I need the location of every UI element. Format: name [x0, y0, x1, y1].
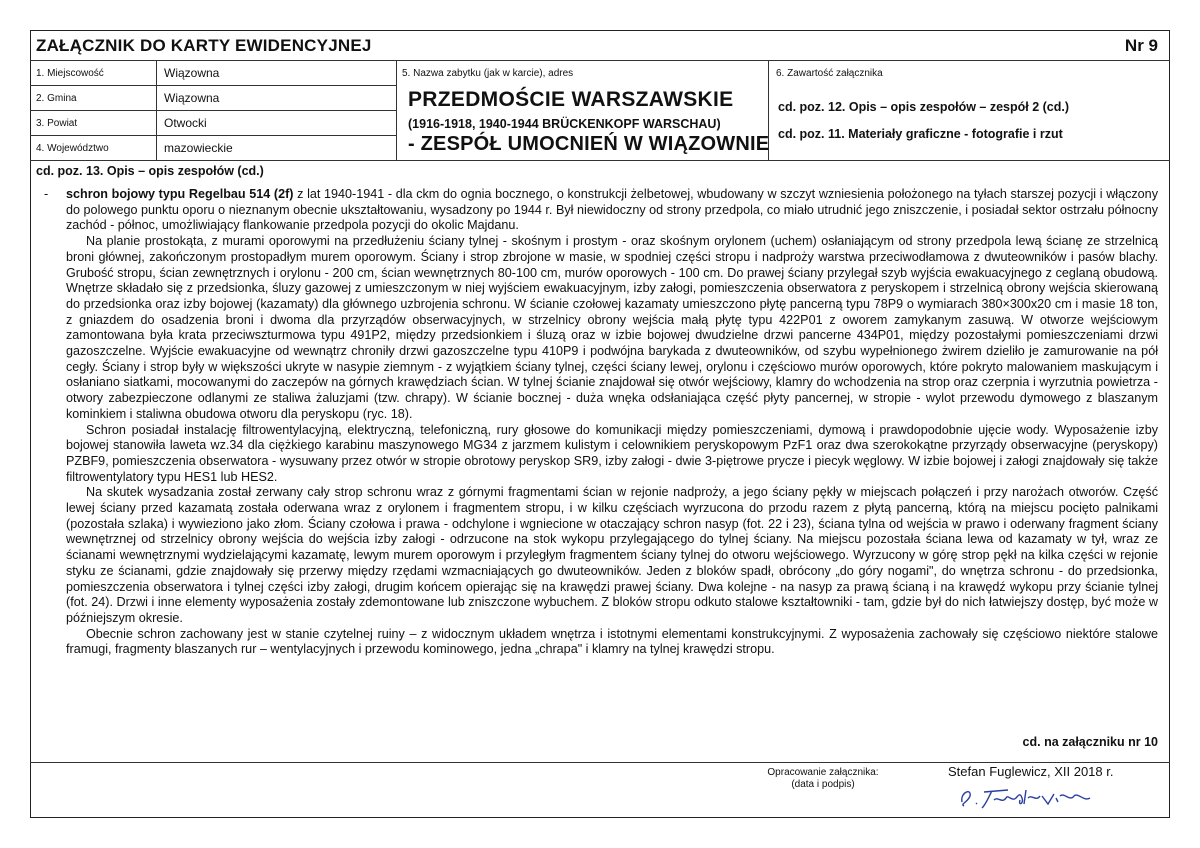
- author-date: Stefan Fuglewicz, XII 2018 r.: [948, 764, 1114, 779]
- field-label-wojewodztwo: 4. Województwo: [36, 143, 109, 154]
- contents-line-2: cd. poz. 11. Materiały graficzne - fotografie i rzut: [778, 127, 1063, 141]
- paragraph-5: Obecnie schron zachowany jest w stanie czytelnej ruiny – z widocznym układem wnętrza i istotnymi elementami konstrukcyjnymi. Z wyposażenia zachowały się częściowo niektóre stalowe framugi, fragmenty blaszanych rur – wentylacyjnych i przewodu kominowego, jedna „chrapa" i klamry na tylnej krawędzi stropu.: [66, 626, 1158, 657]
- monument-name: PRZEDMOŚCIE WARSZAWSKIE: [408, 88, 734, 111]
- field-label-gmina: 2. Gmina: [36, 93, 77, 104]
- divider: [396, 60, 397, 160]
- field-value-miejscowosc: Wiązowna: [164, 66, 220, 80]
- paragraph-1: [66, 187, 1158, 234]
- field-label-powiat: 3. Powiat: [36, 118, 78, 129]
- paragraph-3: Schron posiadał instalację filtrowentylacyjną, elektryczną, telefoniczną, rury głosowe do komunikacji między pomieszczeniami, dymową i prawdopodobnie ujęcie wody. Wyposażenie izby bojowej stanowiła laweta wz.34 dla ciężkiego karabinu maszynowego MG34 z jarzmem kulistym i celownikiem peryskopowym PzF1 oraz dwa szerokokątne przyrządy obserwacyjne (peryskopy) PZBF9, pomieszczenia obserwatora - wysuwany przez otwór w stropie obrotowy peryskop SR9, izby załogi - dwie 3-piętrowe prycze i piecyk węglowy. W izbie bojowej i załogi znajdowały się także filtrowentylatory typu HES1 lub HES2.: [66, 422, 1158, 484]
- paragraph-4: Na skutek wysadzania został zerwany cały strop schronu wraz z górnymi fragmentami ścian w rejonie nadproży, a jego ściany pękły w miejscach połączeń i przy narożach otworów. Część lewej ściany przed kazamatą została oderwana wraz z orylonem i fragmentem stropu, i w kilku częściach wyrzucona do przodu razem z płytą pancerną, którą na miejscu pocięto palnikami (pozostała szlaka) i wywieziono jako złom. Ściany czołowa i prawa - odchylone i wgniecione w otaczający schron nasyp (fot. 22 i 23), ściana tylna od wejścia w prawo i oderwany fragment ściany wewnętrznej od strzelnicy obrony wejścia do wejścia izby załogi - odrzucone na stok wykopu przylegającego do tylnej ściany. Na miejscu pozostała ściana lewa od kazamaty w tył, wraz ze ścianami wewnętrznymi wydzielającymi kazamatę, lewym murem oporowym i przyległym fragmentem ściany tylnej do otworu wejściowego. Wyrzucony w górę strop pękł na kilka części w rejonie styku ze ścianami, gdzie znajdowały się przerwy między rzędami wzmacniających go dwuteowników. Jeden z bloków spadł, obrócony „do góry nogami", do wnętrza schronu - do przedsionka, pomieszczenia obserwatora i tylnej części izby załogi, drugim końcem opierając się na krawędzi prawej ściany. Dwa kolejne - na nasyp za prawą ścianą i na krawędź wykopu przy ścianie tylnej (fot. 24). Drzwi i inne elementy wyposażenia zostały zdemontowane lub zniszczone wybuchem. Z bloków stropu odkuto stalowe kształtowniki - tam, gdzie był do nich łatwiejszy dostęp, być może w późniejszym okresie.: [66, 485, 1158, 625]
- divider: [30, 762, 1170, 763]
- document-title: ZAŁĄCZNIK DO KARTY EWIDENCYJNEJ: [36, 36, 372, 55]
- contents-line-1: cd. poz. 12. Opis – opis zespołów – zespół 2 (cd.): [778, 100, 1070, 114]
- continuation-note: cd. na załączniku nr 10: [1022, 735, 1158, 749]
- field-label-miejscowosc: 1. Miejscowość: [36, 68, 104, 79]
- divider: [30, 60, 1170, 61]
- field-value-gmina: Wiązowna: [164, 91, 220, 105]
- monument-subtitle: (1916-1918, 1940-1944 BRÜCKENKOPF WARSCHAU): [408, 117, 721, 131]
- paragraph-1-text: z lat 1940-1941 - dla ckm do ognia bocznego, o konstrukcji żelbetowej, wbudowany w szczyt wzniesienia położonego na tyłach starszej pozycji i włączony do polowego punktu oporu o nieznanym obecnie ukształtowaniu, wysadzony po 1944 r. Był niewidoczny od strony przedpola, co miało utrudnić jego zniszczenie, i posiadał sektor ostrzału północny zachód - północ, umożliwiający flankowanie przedpola pozycji do okolic Majdanu.: [66, 187, 1158, 233]
- divider: [30, 135, 396, 136]
- divider: [30, 85, 396, 86]
- divider: [30, 160, 1170, 161]
- attachment-number: Nr 9: [1124, 36, 1158, 55]
- bullet-dash: -: [44, 187, 49, 201]
- field-label-nazwa: 5. Nazwa zabytku (jak w karcie), adres: [402, 68, 574, 79]
- bunker-type: schron bojowy typu Regelbau 514 (2f): [66, 187, 294, 201]
- section-heading: cd. poz. 13. Opis – opis zespołów (cd.): [36, 164, 264, 178]
- prepared-by-label-line2: (data i podpis): [791, 779, 855, 790]
- field-value-powiat: Otwocki: [164, 116, 207, 130]
- field-label-zawartosc: 6. Zawartość załącznika: [776, 68, 883, 79]
- prepared-by-label: [740, 767, 906, 791]
- paragraph-2: Na planie prostokąta, z murami oporowymi na przedłużeniu ściany tylnej - skośnym i prostym - oraz skośnym orylonem (uchem) osłaniającym od strony przedpola lewą ścianę ze strzelnicą broni głównej, zakończonym prostopadłym murem oporowym. Ściany i strop zbrojone w masie, w spodniej części stropu i nadproży warstwa przeciwodłamowa z dwuteowników i pasów blachy. Grubość stropu, ścian zewnętrznych i orylonu - 200 cm, ścian wewnętrznych 80-100 cm, murów oporowych - 100 cm. Do prawej ściany przylegał szyb wyjścia ewakuacyjnego z ceglaną obudową. Wnętrze składało się z przedsionka, śluzy gazowej z umieszczonym w niej wyjściem ewakuacyjnym, izby załogi, pomieszczenia obserwatora z peryskopem i strzelnicą obrony wejścia skierowaną do przedsionka oraz izby bojowej (kazamaty) dla głównego uzbrojenia schronu. W ścianie czołowej kazamaty umieszczono płytę pancerną typu 78P9 o wymiarach 380×300x20 cm i masie 18 ton, z gniazdem do osadzenia broni i dwoma dla przyrządów obserwacyjnych, w strzelnicy obrony wejścia małą płytę typu 422P01 z oworem zamykanym zasuwą. W otworze wejściowym zamontowana była krata przeciwszturmowa typu 491P2, między przedsionkiem i śluzą oraz w izbie bojowej dwudzielne drzwi pancerne 434P01, między pozostałymi pomieszczeniami drzwi gazoszczelne. Wyjście ewakuacyjne od wewnątrz chroniły drzwi gazoszczelne typu 410P9 i podwójna barykada z dwuteowników, od szybu wypełnionego żwirem dzieliło je zamurowanie na pół cegły. Ściany i strop były w większości ukryte w nasypie ziemnym - z wyjątkiem ściany tylnej, części ściany lewej, orylonu i częściowo murów oporowych, które pokryto malowaniem maskującym i osłaniano siatkami, mocowanymi do zaczepów na górnych krawędziach ścian. W tylnej ścianie znajdował się otwór wejściowy, klamry do wchodzenia na strop oraz czerpnia i wyrzutnia powietrza - otwory zabezpieczone odlanymi ze staliwa żaluzjami (tzw. chrapy). W ścianie bocznej - duża wnęka odsłaniająca część płyty pancernej, w stropie - wylot przewodu dymowego z blaszanym kominkiem i staliwna obudowa otworu dla peryskopu (ryc. 18).: [66, 234, 1158, 421]
- prepared-by-label-line1: Opracowanie załącznika:: [767, 767, 879, 778]
- handwritten-signature: [958, 784, 1108, 810]
- monument-complex: - ZESPÓŁ UMOCNIEŃ W WIĄZOWNIE: [408, 133, 770, 155]
- field-value-wojewodztwo: mazowieckie: [164, 141, 233, 155]
- divider: [30, 110, 396, 111]
- description-body: [66, 187, 1158, 658]
